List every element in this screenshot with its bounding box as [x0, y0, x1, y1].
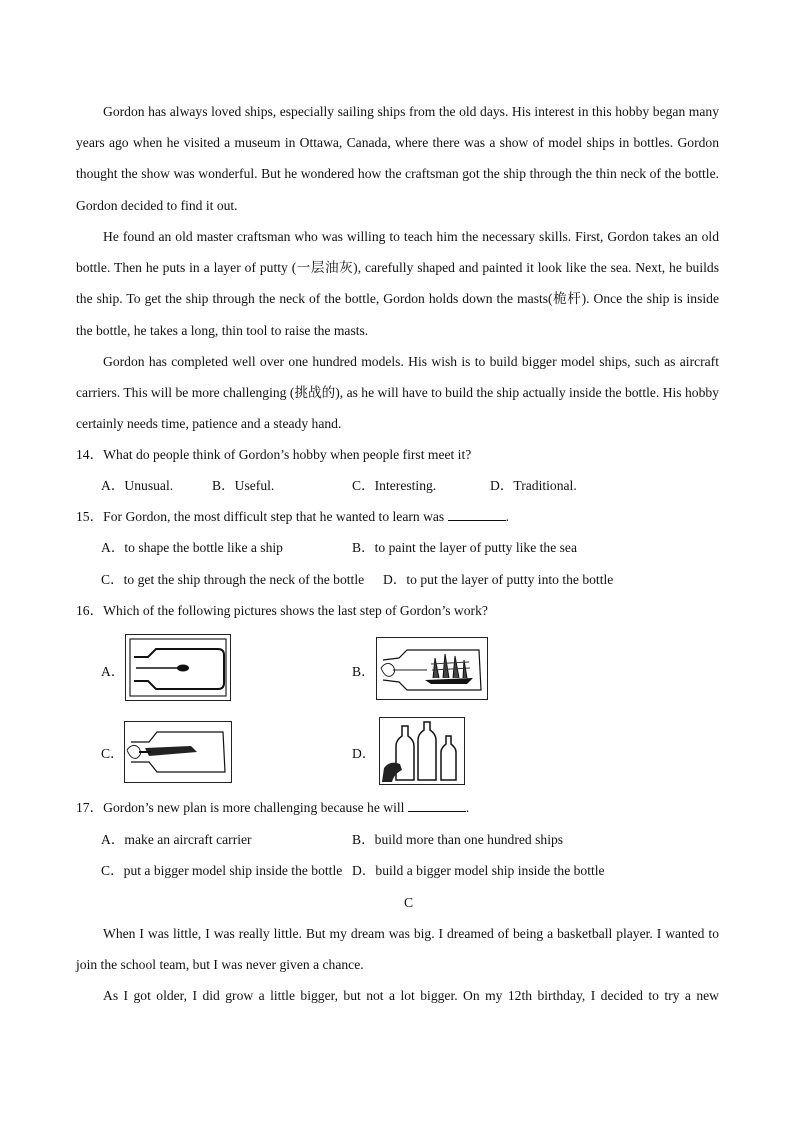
q15-option-c[interactable]: C．to get the ship through the neck of the bottle	[101, 572, 365, 587]
answer-blank	[408, 799, 466, 812]
q17-option-b[interactable]: B．build more than one hundred ships	[352, 832, 564, 847]
passage-b-paragraph-3: Gordon has completed well over one hundred models. His wish is to build bigger model ships, such as aircraft carriers. This will be more challenging (挑战的), as he will have to build the ship actually inside the bottle. His hobby certainly needs time, patience and a steady hand.	[76, 354, 719, 432]
q15-option-d[interactable]: D．to put the layer of putty into the bottle	[383, 572, 614, 587]
q17-option-a[interactable]: A．make an aircraft carrier	[101, 832, 252, 847]
picture-a-bottle-with-tool[interactable]	[125, 634, 231, 701]
passage-c-paragraph-1: When I was little, I was really little. But my dream was big. I dreamed of being a basketball player. I wanted to join the school team, but I was never given a chance.	[76, 926, 719, 973]
passage-c-paragraph-2: As I got older, I did grow a little bigger, but not a lot bigger. On my 12th birthday, I decided to try a new	[103, 988, 719, 1003]
q14-option-a[interactable]: A．Unusual.	[101, 478, 174, 493]
answer-blank	[448, 508, 506, 521]
picture-c-ship-through-neck[interactable]	[124, 721, 232, 783]
q14-option-c[interactable]: C．Interesting.	[352, 478, 437, 493]
question-14-stem: 14．What do people think of Gordon’s hobby when people first meet it?	[76, 447, 472, 462]
passage-b-paragraph-1: Gordon has always loved ships, especially sailing ships from the old days. His interest in this hobby began many years ago when he visited a museum in Ottawa, Canada, where there was a show of model ships in bottles. Gordon thought the show was wonderful. But he wondered how the craftsman got the ship through the thin neck of the bottle. Gordon decided to find it out.	[76, 104, 719, 213]
passage-b-paragraph-2: He found an old master craftsman who was willing to teach him the necessary skills. First, Gordon takes an old bottle. Then he puts in a layer of putty (一层油灰), carefully shaped and painted it look like the sea. Next, he builds the ship. To get the ship through the neck of the bottle, Gordon holds down the masts(桅杆). Once the ship is inside the bottle, he takes a long, thin tool to raise the masts.	[76, 229, 719, 338]
q15-option-a[interactable]: A．to shape the bottle like a ship	[101, 540, 283, 555]
question-16-stem: 16．Which of the following pictures shows the last step of Gordon’s work?	[76, 603, 488, 618]
q17-option-d[interactable]: D．build a bigger model ship inside the bottle	[352, 863, 605, 878]
question-17-stem: 17．Gordon’s new plan is more challenging because he will .	[76, 800, 470, 815]
q15-option-b[interactable]: B．to paint the layer of putty like the sea	[352, 540, 577, 555]
question-15-stem: 15．For Gordon, the most difficult step that he wanted to learn was .	[76, 509, 510, 524]
picture-b-ship-masts-raised[interactable]	[376, 637, 488, 700]
q16-option-a[interactable]: A．	[101, 664, 125, 679]
q16-option-d[interactable]: D．	[352, 746, 376, 761]
picture-d-three-bottles[interactable]	[379, 717, 465, 785]
q16-option-b[interactable]: B．	[352, 664, 375, 679]
q14-option-b[interactable]: B．Useful.	[212, 478, 275, 493]
q14-option-d[interactable]: D．Traditional.	[490, 478, 577, 493]
q16-option-c[interactable]: C．	[101, 746, 124, 761]
section-c-heading: C	[404, 895, 414, 910]
q17-option-c[interactable]: C．put a bigger model ship inside the bottle	[101, 863, 343, 878]
